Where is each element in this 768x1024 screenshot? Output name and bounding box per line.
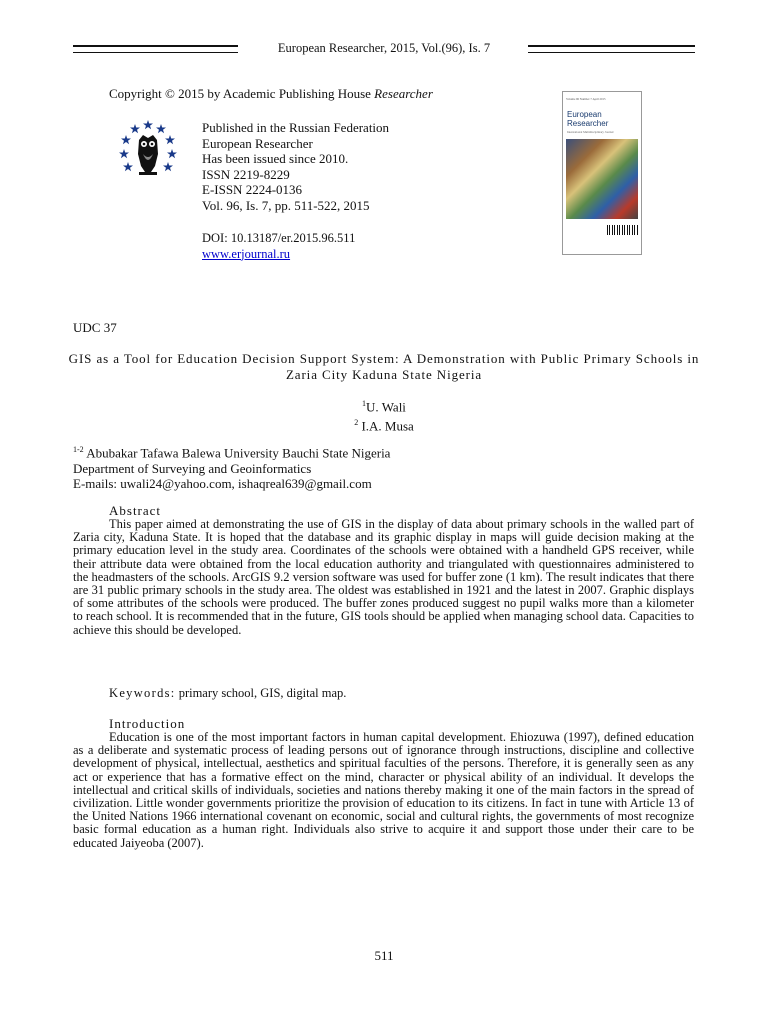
cover-header-text: Volume 96 Number 7 April 2015 bbox=[566, 97, 606, 101]
affiliation-emails: E-mails: uwali24@yahoo.com, ishaqreal639@gmail.com bbox=[73, 476, 372, 492]
pub-line-volume: Vol. 96, Is. 7, pp. 511-522, 2015 bbox=[202, 197, 370, 213]
owl-with-stars-logo bbox=[117, 118, 179, 180]
affiliation-institution bbox=[73, 442, 390, 461]
doi-text: DOI: 10.13187/er.2015.96.511 bbox=[202, 231, 356, 245]
keywords-label: Keywords: bbox=[109, 686, 176, 700]
author-2 bbox=[0, 415, 768, 434]
cover-journal-title: European Researcher bbox=[567, 110, 609, 128]
abstract-text: This paper aimed at demonstrating the use of GIS in the display of data about primary schools in the walled part of Zaria city, Kaduna State. It is hoped that the database and its graphic display in maps will guide decision making at the primary education level in the study area. Coordinates of the schools were obtained with a handheld GPS receiver, while their attribute data were obtained from the local education authority and triangulated with questionnaires administered to the headmasters of the schools. ArcGIS 9.2 version software was used for buffer zone (1 km). The result indicates that there are 31 public primary schools in the study area. The oldest was established in 1921 and the latest in 2007. Graphic displays of some attributes of the schools were produced. The buffer zones produced suggest no pupil walks more than a kilometer to reach school. It is recommended that in the future, GIS tools should be applied when managing school data. Capacities to achieve this should be developed. bbox=[73, 517, 694, 637]
running-head: European Researcher, 2015, Vol.(96), Is. 7 bbox=[277, 41, 491, 55]
affiliation-block bbox=[73, 442, 390, 492]
copyright-text: Copyright © 2015 by Academic Publishing House bbox=[109, 86, 375, 101]
copyright-publisher: Researcher bbox=[374, 86, 433, 101]
paper-title: GIS as a Tool for Education Decision Support System: A Demonstration with Public Primary Schools in Zaria City Kaduna State Nigeria bbox=[68, 351, 700, 382]
udc-code: UDC 37 bbox=[73, 320, 117, 335]
author-1-name: U. Wali bbox=[366, 399, 406, 415]
pub-line-issued: Has been issued since 2010. bbox=[202, 151, 349, 166]
author-1-sup: 1 bbox=[362, 399, 367, 408]
author-1 bbox=[0, 396, 768, 415]
cover-collage-image bbox=[566, 139, 638, 219]
keywords-value: primary school, GIS, digital map. bbox=[175, 686, 347, 700]
pub-line-issn: ISSN 2219-8229 bbox=[202, 166, 290, 182]
page-number: 511 bbox=[374, 948, 394, 963]
pub-line-journal: European Researcher bbox=[202, 135, 313, 151]
doi-block bbox=[202, 231, 355, 262]
copyright-line bbox=[109, 86, 433, 102]
affiliation-department: Department of Surveying and Geoinformatics bbox=[73, 460, 312, 476]
affiliation-sup: 1-2 bbox=[73, 445, 84, 454]
pub-line-eissn: E-ISSN 2224-0136 bbox=[202, 182, 303, 197]
author-2-sup: 2 bbox=[354, 418, 359, 428]
affiliation-institution-text: Abubakar Tafawa Balewa University Bauchi State Nigeria bbox=[83, 445, 391, 461]
introduction-body bbox=[73, 731, 694, 850]
author-2-name: I.A. Musa bbox=[361, 418, 414, 434]
authors-block bbox=[0, 396, 768, 435]
journal-cover-thumbnail bbox=[562, 91, 642, 255]
abstract-body bbox=[73, 518, 694, 637]
publication-info bbox=[202, 120, 389, 213]
barcode-icon bbox=[607, 225, 638, 235]
cover-subtitle: International Multidisciplinary Journal bbox=[567, 130, 614, 134]
introduction-heading: Introduction bbox=[109, 716, 186, 731]
website-link[interactable]: www.erjournal.ru bbox=[202, 246, 291, 261]
pub-line-country: Published in the Russian Federation bbox=[202, 120, 390, 135]
keywords-line bbox=[109, 686, 346, 701]
abstract-heading: Abstract bbox=[109, 503, 162, 518]
introduction-text: Education is one of the most important factors in human capital development. Ehiozuwa (1997), defined education as a deliberate and systematic process of leading persons out of ignorance through instructions, discipline and collective development of physical, intellectual, aesthetics and spiritual faculties of the persons. Therefore, it is generally seen as any act or experience that has a formative effect on the mind, character or physical ability of an individual. It develops the intellectual and critical skills of individuals, societies and nations thereby making it one of the main factors in the spread of civilization. Little wonder governments prioritize the provision of education to its citizens. In fact in tune with Article 13 of the United Nations 1966 international covenant on economic, social and cultural rights, the governments of most recognize basic formal education as a human right. Individuals also strive to acquire it and support those under their care to be educated Jaiyeoba (2007). bbox=[73, 730, 694, 850]
